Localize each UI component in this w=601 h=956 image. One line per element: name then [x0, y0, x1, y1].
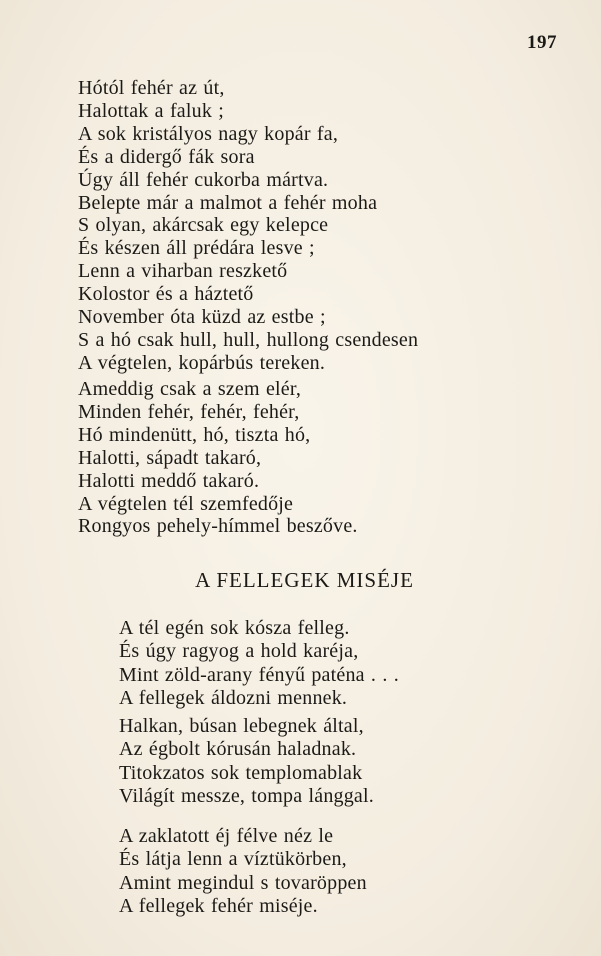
- verse-line: Titokzatos sok templomablak: [119, 761, 363, 784]
- verse-line: Halkan, búsan lebegnek által,: [119, 715, 364, 737]
- verse-line: Hótól fehér az út,: [78, 77, 225, 99]
- verse-line: És a didergő fák sora: [78, 145, 255, 168]
- verse-line: Az égbolt kórusán haladnak.: [119, 738, 357, 761]
- verse-line: S a hó csak hull, hull, hullong csendesen: [78, 328, 419, 351]
- verse-line: Mint zöld-arany fényű paténa . . .: [119, 663, 399, 686]
- poem2-stanza3: [119, 825, 367, 918]
- verse-line: A fellegek áldozni mennek.: [119, 686, 348, 709]
- verse-line: Hó mindenütt, hó, tiszta hó,: [78, 423, 311, 446]
- verse-line: És látja lenn a víztükörben,: [119, 848, 347, 871]
- verse-line: Úgy áll fehér cukorba mártva.: [78, 168, 329, 191]
- poem2-stanza2: [119, 715, 374, 808]
- verse-line: A végtelen, kopárbús tereken.: [78, 351, 326, 374]
- verse-line: Amint megindul s tovaröppen: [119, 871, 367, 894]
- verse-line: November óta küzd az estbe ;: [78, 306, 326, 329]
- verse-line: Ameddig csak a szem elér,: [78, 378, 302, 400]
- verse-line: Lenn a viharban reszkető: [78, 260, 288, 283]
- poem-title-text: A FELLEGEK MISÉJE: [195, 568, 414, 592]
- poem2-stanza1: [119, 617, 399, 710]
- verse-line: És készen áll prédára lesve ;: [78, 237, 315, 260]
- poem1-stanza1: [78, 77, 418, 375]
- verse-line: Világít messze, tompa lánggal.: [119, 784, 374, 807]
- verse-line: Minden fehér, fehér, fehér,: [78, 400, 300, 423]
- verse-line: S olyan, akárcsak egy kelepce: [78, 214, 329, 237]
- poem1-stanza2: [78, 378, 358, 538]
- verse-line: Belepte már a malmot a fehér moha: [78, 191, 378, 214]
- verse-line: A végtelen tél szemfedője: [78, 492, 294, 515]
- page-number: 197: [527, 32, 557, 53]
- poem-title: [0, 568, 601, 593]
- verse-line: A tél egén sok kósza felleg.: [119, 617, 350, 639]
- verse-line: Halotti, sápadt takaró,: [78, 446, 262, 469]
- verse-line: Halotti meddő takaró.: [78, 469, 260, 492]
- verse-line: Kolostor és a háztető: [78, 283, 254, 306]
- verse-line: A sok kristályos nagy kopár fa,: [78, 122, 339, 145]
- verse-line: Rongyos pehely-hímmel beszőve.: [78, 515, 358, 538]
- verse-line: És úgy ragyog a hold karéja,: [119, 640, 359, 663]
- verse-line: A zaklatott éj félve néz le: [119, 825, 334, 847]
- verse-line: A fellegek fehér miséje.: [119, 894, 318, 917]
- verse-line: Halottak a faluk ;: [78, 99, 224, 122]
